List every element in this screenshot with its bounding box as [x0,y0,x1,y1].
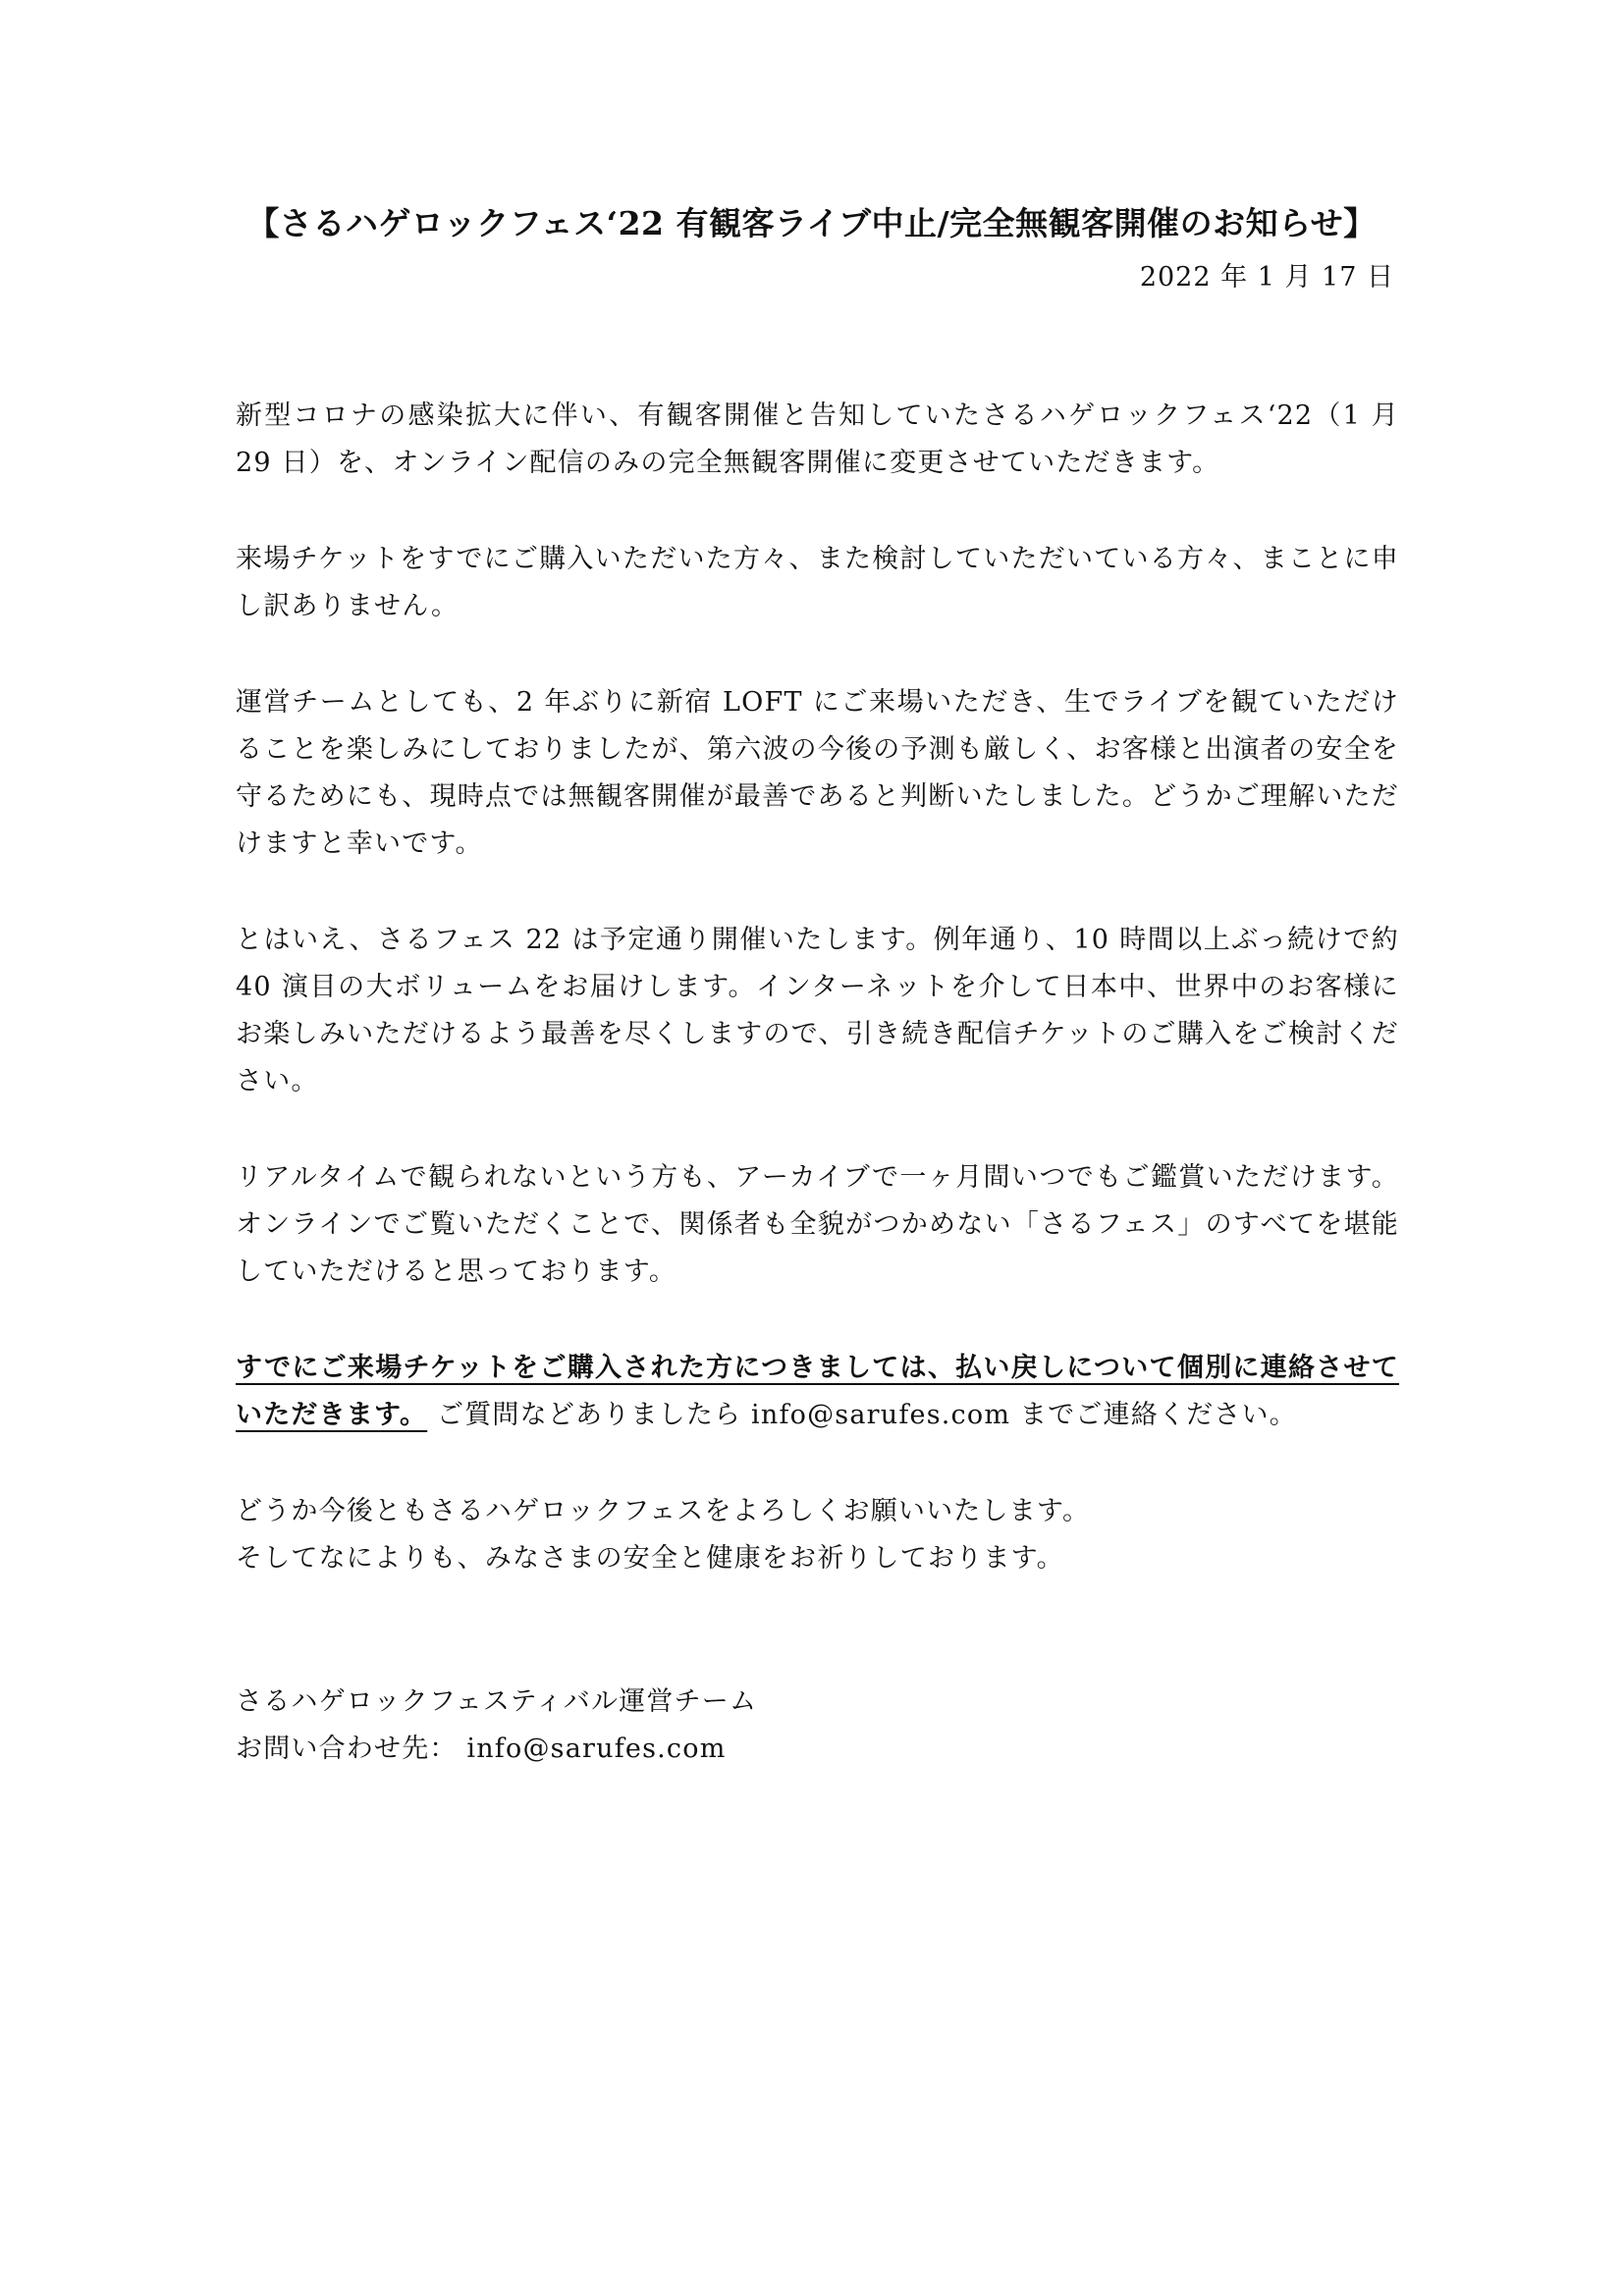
refund-emphasis: すでにご来場チケットをご購入された方につきましては、払い戻しについて個別に連絡させていただきます。 [236,1353,1399,1430]
paragraph-event-details: とはいえ、さるフェス 22 は予定通り開催いたします。例年通り、10 時間以上ぶっ続けで約 40 演目の大ボリュームをお届けします。インターネットを介して日本中、世界中のお客様にお楽しみいただけるよう最善を尽くしますので、引き続き配信チケットのご購入をご検討ください。 [236,925,1399,1096]
closing-line-2: そしてなによりも、みなさまの安全と健康をお祈りしております。 [236,1543,1064,1574]
closing-line-1: どうか今後ともさるハゲロックフェスをよろしくお願いいたします。 [236,1496,1091,1526]
signature-contact: お問い合わせ先： info@sarufes.com [236,1734,727,1764]
notice-body [236,393,1399,1773]
notice-title: 【さるハゲロックフェス‘22 有観客ライブ中止/完全無観客開催のお知らせ】 [246,204,1377,242]
paragraph-apology: 来場チケットをすでにご購入いただいた方々、また検討していただいている方々、まことに申し訳ありません。 [236,544,1399,621]
paragraph-refund [236,1345,1399,1439]
notice-date: 2022 年 1 月 17 日 [1139,262,1394,293]
paragraph-reason: 運営チームとしても、2 年ぶりに新宿 LOFT にご来場いただき、生でライブを観ていただけることを楽しみにしておりましたが、第六波の今後の予測も厳しく、お客様と出演者の安全を守るためにも、現時点では無観客開催が最善であると判断いたしました。どうかご理解いただけますと幸いです。 [236,687,1399,859]
paragraph-schedule-change: 新型コロナの感染拡大に伴い、有観客開催と告知していたさるハゲロックフェス‘22（1 月 29 日）を、オンライン配信のみの完全無観客開催に変更させていただきます。 [236,400,1399,478]
signature-team: さるハゲロックフェスティバル運営チーム [236,1686,758,1717]
refund-contact-text: ご質問などありましたら info@sarufes.com までご連絡ください。 [427,1400,1297,1430]
paragraph-archive: リアルタイムで観られないという方も、アーカイブで一ヶ月間いつでもご鑑賞いただけます。オンラインでご覧いただくことで、関係者も全貌がつかめない「さるフェス」のすべてを堪能していただけると思っております。 [236,1162,1399,1287]
